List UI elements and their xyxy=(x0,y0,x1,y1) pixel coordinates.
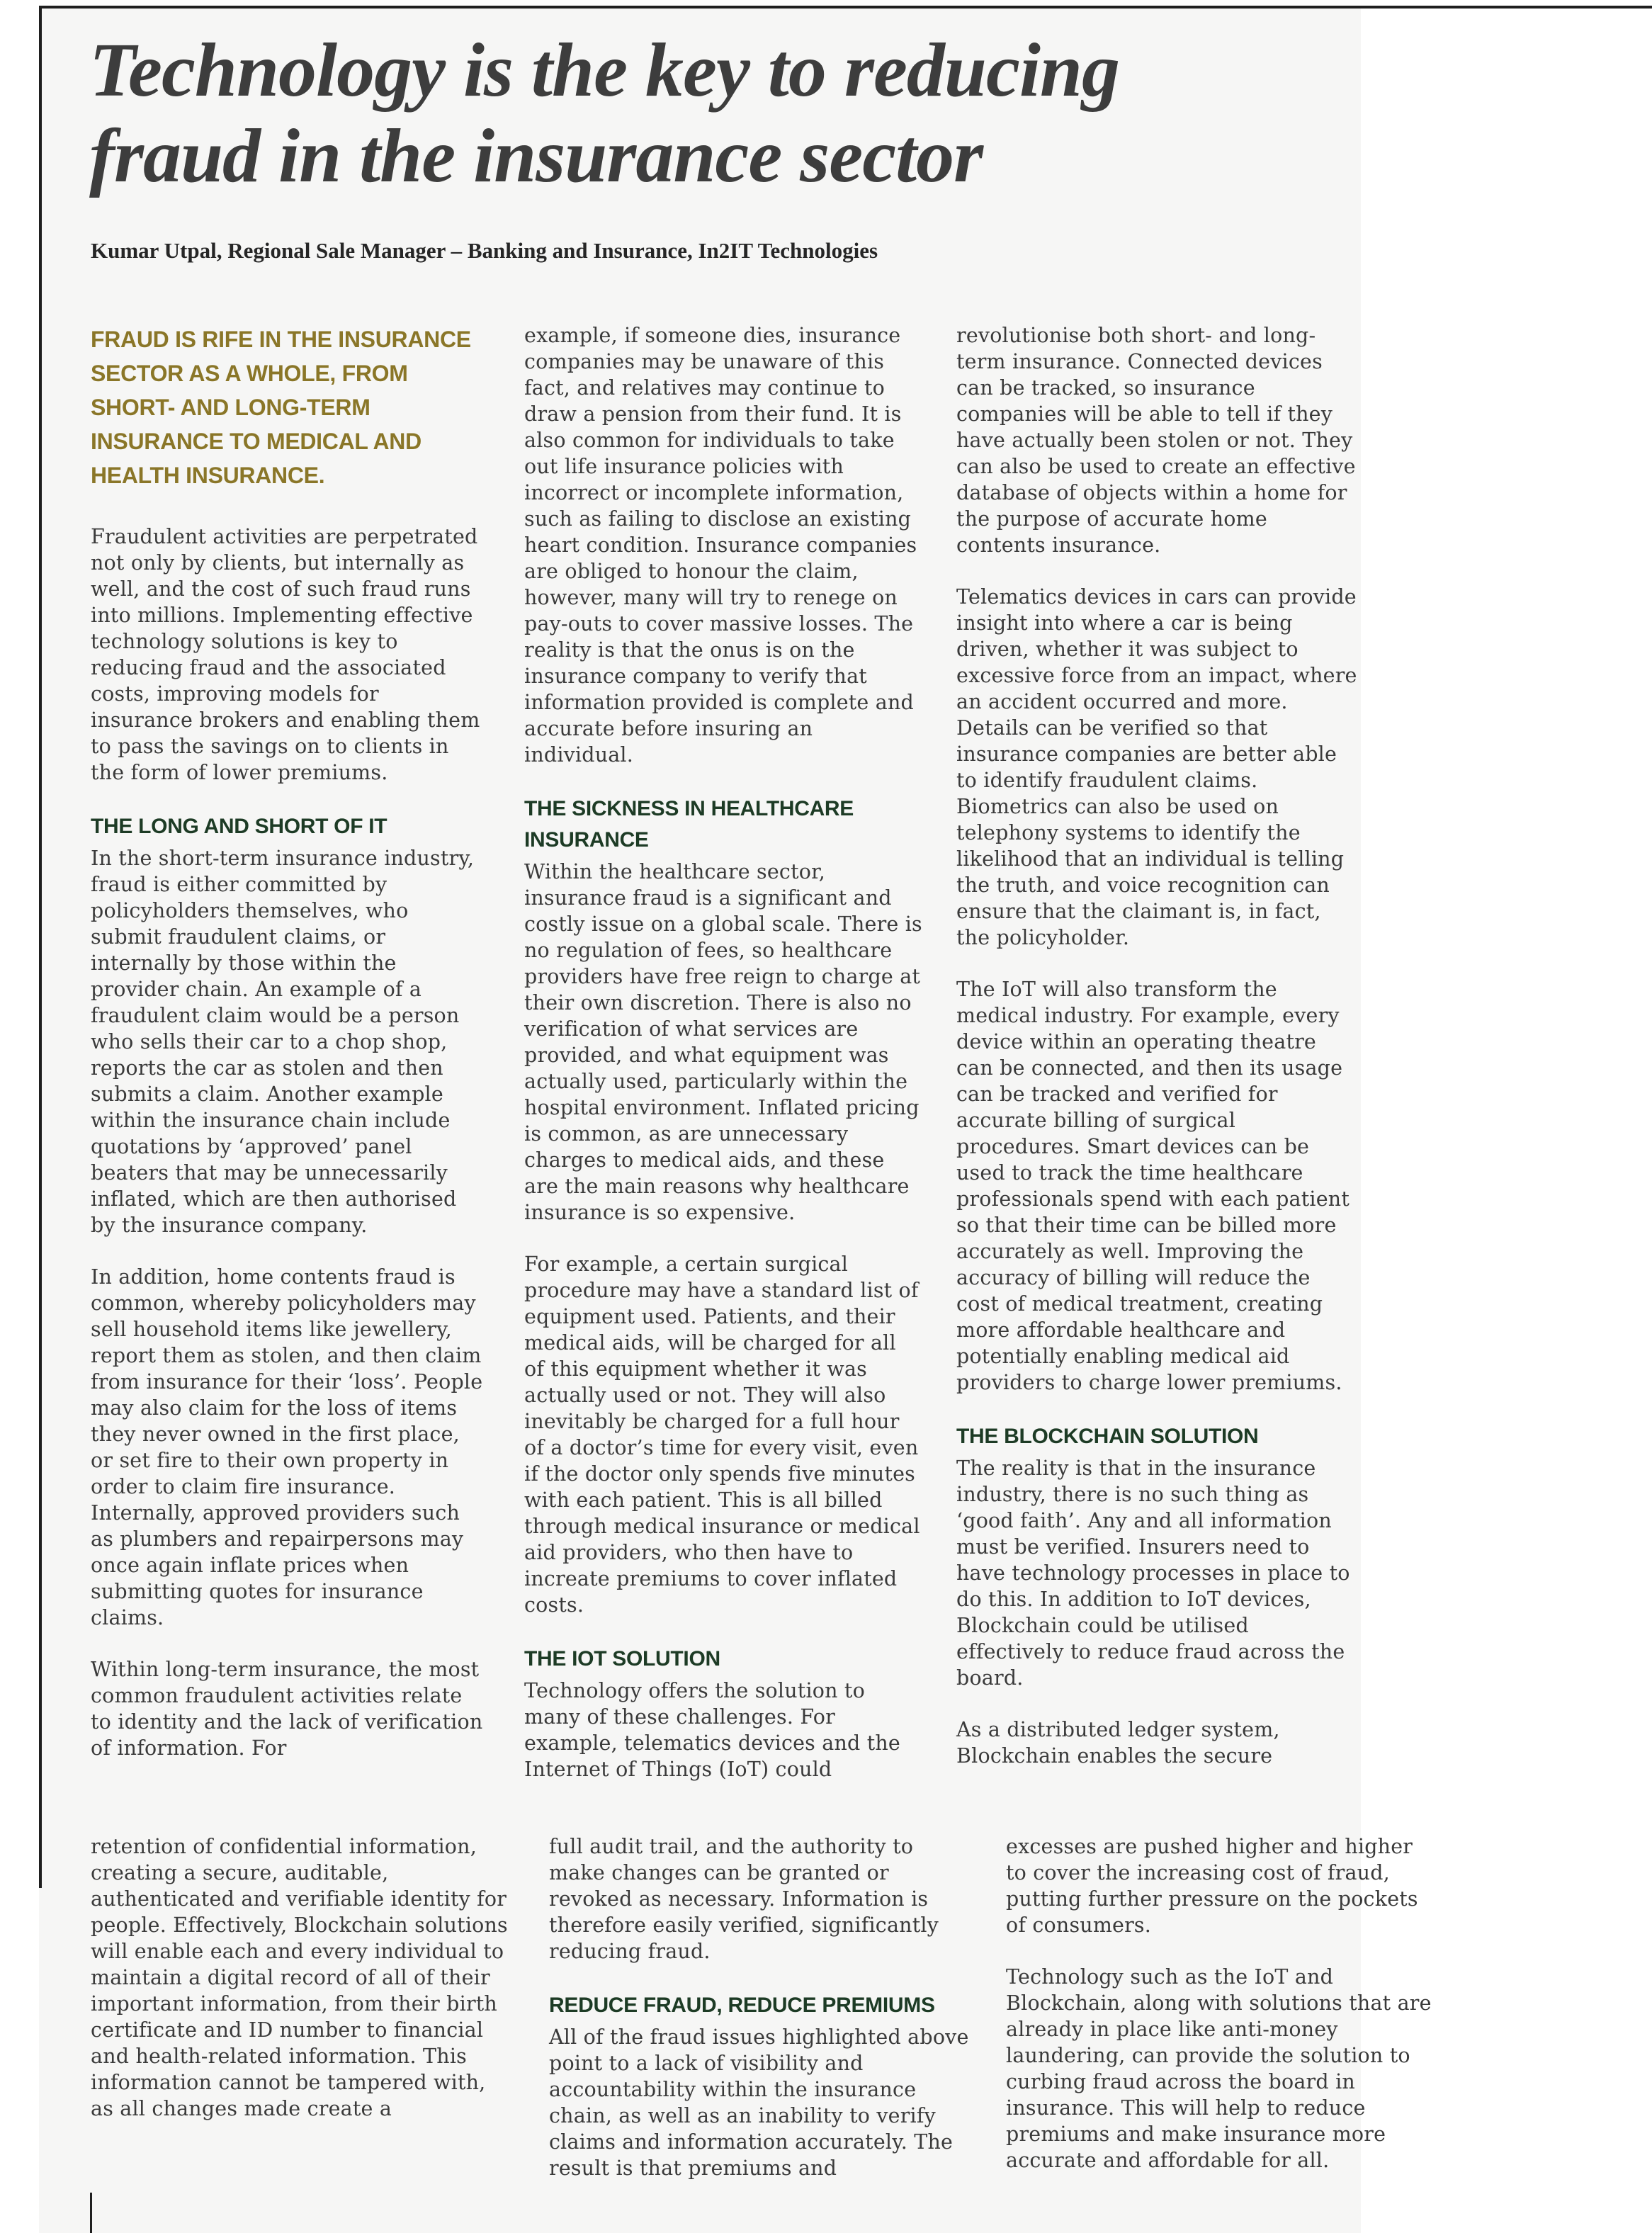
article-title-line1: Technology is the key to reducing xyxy=(89,28,1119,113)
body-paragraph: retention of confidential information, creating a secure, auditable, authenticated and verifiable identity for people. Effectively, Blockchain solutions will enable each and every individual to maintain a digital record of all of their important information, from their birth certificate and ID number to financial and health-related information. This information cannot be tampered with, as all changes made create a xyxy=(91,1835,508,2120)
body-paragraph: full audit trail, and the authority to make changes can be granted or revoked as necessary. Information is therefore easily verified, significantly reducing fraud. xyxy=(549,1835,939,1963)
body-paragraph: All of the fraud issues highlighted above point to a lack of visibility and accountability within the insurance chain, as well as an inability to verify claims and information accurately. The result is that premiums and xyxy=(549,2025,969,2180)
section-heading: THE IOT SOLUTION xyxy=(524,1647,720,1670)
article-title xyxy=(89,28,1379,200)
article-title-line2: fraud in the insurance sector xyxy=(89,113,983,198)
body-paragraph: The IoT will also transform the medical industry. For example, every device within an operating theatre can be connected, and then its usage can be tracked and verified for accurate billing of surgical procedures. Smart devices can be used to track the time healthcare professionals spend with each patient so that their time can be billed more accurately as well. Improving the accuracy of billing will reduce the cost of medical treatment, creating more affordable healthcare and potentially enabling medical aid providers to charge lower premiums. xyxy=(956,978,1350,1394)
top-column-3 xyxy=(956,322,1357,1794)
body-paragraph: Telematics devices in cars can provide insight into where a car is being driven, whether it was subject to excessive force from an impact, where an accident occurred and more. Details can be verified so that insurance companies are better able to identify fraudulent claims. Biometrics can also be used on telephony systems to identify the likelihood that an individual is telling the truth, and voice recognition can ensure that the claimant is, in fact, the policyholder. xyxy=(956,585,1357,949)
body-paragraph: Within long-term insurance, the most common fraudulent activities relate to identity and the lack of verification of information. For xyxy=(91,1658,483,1760)
body-paragraph: Technology such as the IoT and Blockchain, along with solutions that are already in place like anti-money laundering, can provide the solution to curbing fraud across the board in insurance. This will help to reduce premiums and make insurance more accurate and affordable for all. xyxy=(1006,1965,1432,2172)
body-paragraph: excesses are pushed higher and higher to cover the increasing cost of fraud, putting further pressure on the pockets of consumers. xyxy=(1006,1835,1418,1937)
body-paragraph: In the short-term insurance industry, fraud is either committed by policyholders themselves, who submit fraudulent claims, or internally by those within the provider chain. An example of a fraudulent claim would be a person who sells their car to a chop shop, reports the car as stolen and then submits a claim. Another example within the insurance chain include quotations by ‘approved’ panel beaters that may be unnecessarily inflated, which are then authorised by the insurance company. xyxy=(91,847,475,1237)
article-byline: Kumar Utpal, Regional Sale Manager – Banking and Insurance, In2IT Technologies xyxy=(91,238,878,263)
bottom-left-tick-rule xyxy=(90,2193,92,2233)
top-border-rule xyxy=(39,6,1652,9)
body-paragraph: In addition, home contents fraud is common, whereby policyholders may sell household items like jewellery, report them as stolen, and then claim from insurance for their ‘loss’. People may also claim for the loss of items they never owned in the first place, or set fire to their own property in order to claim fire insurance. Internally, approved providers such as plumbers and repairpersons may once again inflate prices when submitting quotes for insurance claims. xyxy=(91,1265,483,1629)
bottom-column-1 xyxy=(91,1833,509,2147)
body-paragraph: Technology offers the solution to many of these challenges. For example, telematics devices and the Internet of Things (IoT) could xyxy=(524,1679,900,1781)
body-paragraph: Fraudulent activities are perpetrated not only by clients, but internally as well, and the cost of such fraud runs into millions. Implementing effective technology solutions is key to reducing fraud and the associated costs, improving models for insurance brokers and enabling them to pass the savings on to clients in the form of lower premiums. xyxy=(91,525,480,784)
body-paragraph: As a distributed ledger system, Blockchain enables the secure xyxy=(956,1718,1280,1768)
section-heading: THE LONG AND SHORT OF IT xyxy=(91,815,387,838)
bottom-column-2 xyxy=(549,1833,974,2207)
body-paragraph: revolutionise both short- and long-term insurance. Connected devices can be tracked, so insurance companies will be able to tell if they have actually been stolen or not. They can also be used to create an effective database of objects within a home for the purpose of accurate home contents insurance. xyxy=(956,324,1356,557)
body-paragraph: The reality is that in the insurance industry, there is no such thing as ‘good faith’. Any and all information must be verified. Insurers need to have technology processes in place to do this. In addition to IoT devices, Blockchain could be utilised effectively to reduce fraud across the board. xyxy=(956,1457,1350,1690)
body-paragraph: example, if someone dies, insurance companies may be unaware of this fact, and relatives may continue to draw a pension from their fund. It is also common for individuals to take out life insurance policies with incorrect or incomplete information, such as failing to disclose an existing heart condition. Insurance companies are obliged to honour the claim, however, many will try to renege on pay-outs to cover massive losses. The reality is that the onus is on the insurance company to verify that information provided is complete and accurate before insuring an individual. xyxy=(524,324,917,767)
body-paragraph: For example, a certain surgical procedure may have a standard list of equipment used. Patients, and their medical aids, will be charged for all of this equipment whether it was actually used or not. They will also inevitably be charged for a full hour of a doctor’s time for every visit, even if the doctor only spends five minutes with each patient. This is all billed through medical insurance or medical aid providers, who then have to increate premiums to cover inflated costs. xyxy=(524,1253,920,1617)
intro-paragraph: FRAUD IS RIFE IN THE INSURANCE SECTOR AS A WHOLE, FROM SHORT- AND LONG-TERM INSURANCE TO MEDICAL AND HEALTH INSURANCE. xyxy=(91,327,471,488)
top-column-1 xyxy=(91,322,485,1787)
left-border-rule xyxy=(39,6,42,1888)
top-column-2 xyxy=(524,322,922,1808)
bottom-column-3 xyxy=(1006,1833,1439,2199)
section-heading: THE BLOCKCHAIN SOLUTION xyxy=(956,1425,1259,1448)
body-paragraph: Within the healthcare sector, insurance fraud is a significant and costly issue on a global scale. There is no regulation of fees, so healthcare providers have free reign to charge at their own discretion. There is also no verification of what services are provided, and what equipment was actually used, particularly within the hospital environment. Inflated pricing is common, as are unnecessary charges to medical aids, and these are the main reasons why healthcare insurance is so expensive. xyxy=(524,860,922,1224)
section-heading: THE SICKNESS IN HEALTHCARE INSURANCE xyxy=(524,797,854,852)
section-heading: REDUCE FRAUD, REDUCE PREMIUMS xyxy=(549,1994,935,2017)
